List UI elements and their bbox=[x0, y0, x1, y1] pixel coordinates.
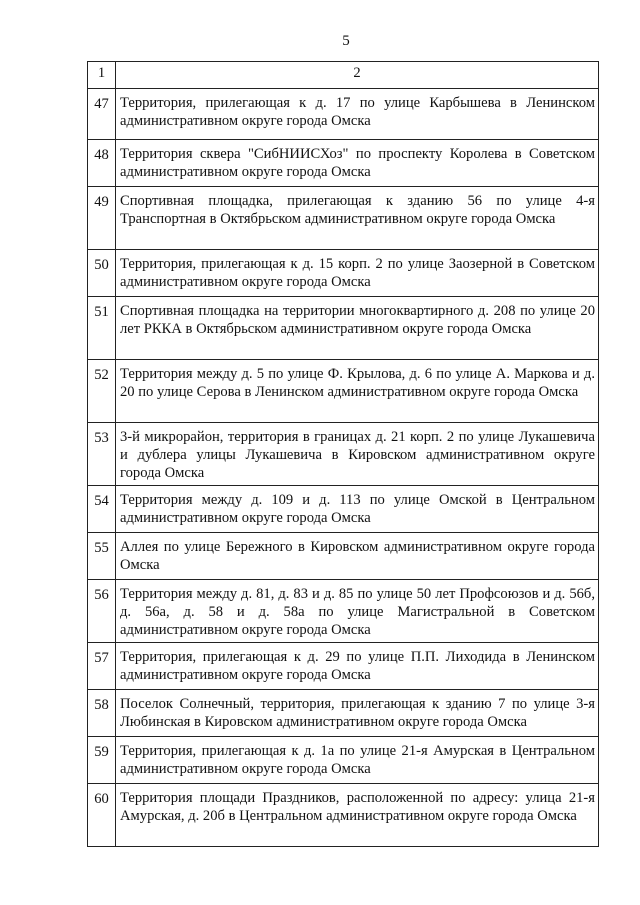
row-number: 49 bbox=[88, 187, 116, 250]
table-row bbox=[88, 297, 599, 360]
territory-table bbox=[87, 61, 599, 847]
row-description: Территория, прилегающая к д. 17 по улице Карбышева в Ленинском административном округе города Омска bbox=[116, 89, 599, 140]
row-number: 48 bbox=[88, 140, 116, 187]
row-description: 3-й микрорайон, территория в границах д. 21 корп. 2 по улице Лукашевича и дублера улицы Лукашевича в Кировском административном округе города Омска bbox=[116, 423, 599, 486]
row-description: Территория между д. 109 и д. 113 по улице Омской в Центральном административном округе города Омска bbox=[116, 486, 599, 533]
table-row bbox=[88, 486, 599, 533]
row-description: Территория, прилегающая к д. 1а по улице 21-я Амурская в Центральном административном округе города Омска bbox=[116, 737, 599, 784]
row-description: Территория, прилегающая к д. 29 по улице П.П. Лиходида в Ленинском административном округе города Омска bbox=[116, 643, 599, 690]
row-description: Спортивная площадка, прилегающая к зданию 56 по улице 4-я Транспортная в Октябрьском административном округе города Омска bbox=[116, 187, 599, 250]
row-description: Аллея по улице Бережного в Кировском административном округе города Омска bbox=[116, 533, 599, 580]
row-number: 50 bbox=[88, 250, 116, 297]
row-number: 55 bbox=[88, 533, 116, 580]
table-row bbox=[88, 643, 599, 690]
row-number: 51 bbox=[88, 297, 116, 360]
row-number: 56 bbox=[88, 580, 116, 643]
row-description: Территория между д. 81, д. 83 и д. 85 по улице 50 лет Профсоюзов и д. 56б, д. 56а, д. 58 и д. 58а по улице Магистральной в Советском административном округе города Омска bbox=[116, 580, 599, 643]
row-number: 59 bbox=[88, 737, 116, 784]
row-description: Территория площади Праздников, расположенной по адресу: улица 21-я Амурская, д. 20б в Центральном административном округе города Омска bbox=[116, 784, 599, 847]
table-row bbox=[88, 423, 599, 486]
table-row bbox=[88, 690, 599, 737]
table-header-row bbox=[88, 62, 599, 89]
row-number: 53 bbox=[88, 423, 116, 486]
column-header-description: 2 bbox=[116, 62, 599, 89]
row-description: Территория сквера "СибНИИСХоз" по проспекту Королева в Советском административном округе города Омска bbox=[116, 140, 599, 187]
row-number: 54 bbox=[88, 486, 116, 533]
row-description: Территория, прилегающая к д. 15 корп. 2 по улице Заозерной в Советском административном округе города Омска bbox=[116, 250, 599, 297]
table-row bbox=[88, 533, 599, 580]
row-description: Поселок Солнечный, территория, прилегающая к зданию 7 по улице 3-я Любинская в Кировском административном округе города Омска bbox=[116, 690, 599, 737]
row-number: 52 bbox=[88, 360, 116, 423]
row-description: Территория между д. 5 по улице Ф. Крылова, д. 6 по улице А. Маркова и д. 20 по улице Серова в Ленинском административном округе города Омска bbox=[116, 360, 599, 423]
table-row bbox=[88, 140, 599, 187]
row-number: 47 bbox=[88, 89, 116, 140]
column-header-number: 1 bbox=[88, 62, 116, 89]
table-row bbox=[88, 737, 599, 784]
table-row bbox=[88, 580, 599, 643]
table-row bbox=[88, 250, 599, 297]
page-number: 5 bbox=[342, 33, 350, 49]
row-number: 57 bbox=[88, 643, 116, 690]
table-row bbox=[88, 360, 599, 423]
table-row bbox=[88, 89, 599, 140]
table-row bbox=[88, 187, 599, 250]
row-number: 60 bbox=[88, 784, 116, 847]
row-description: Спортивная площадка на территории многоквартирного д. 208 по улице 20 лет РККА в Октябрьском административном округе города Омска bbox=[116, 297, 599, 360]
row-number: 58 bbox=[88, 690, 116, 737]
table-row bbox=[88, 784, 599, 847]
